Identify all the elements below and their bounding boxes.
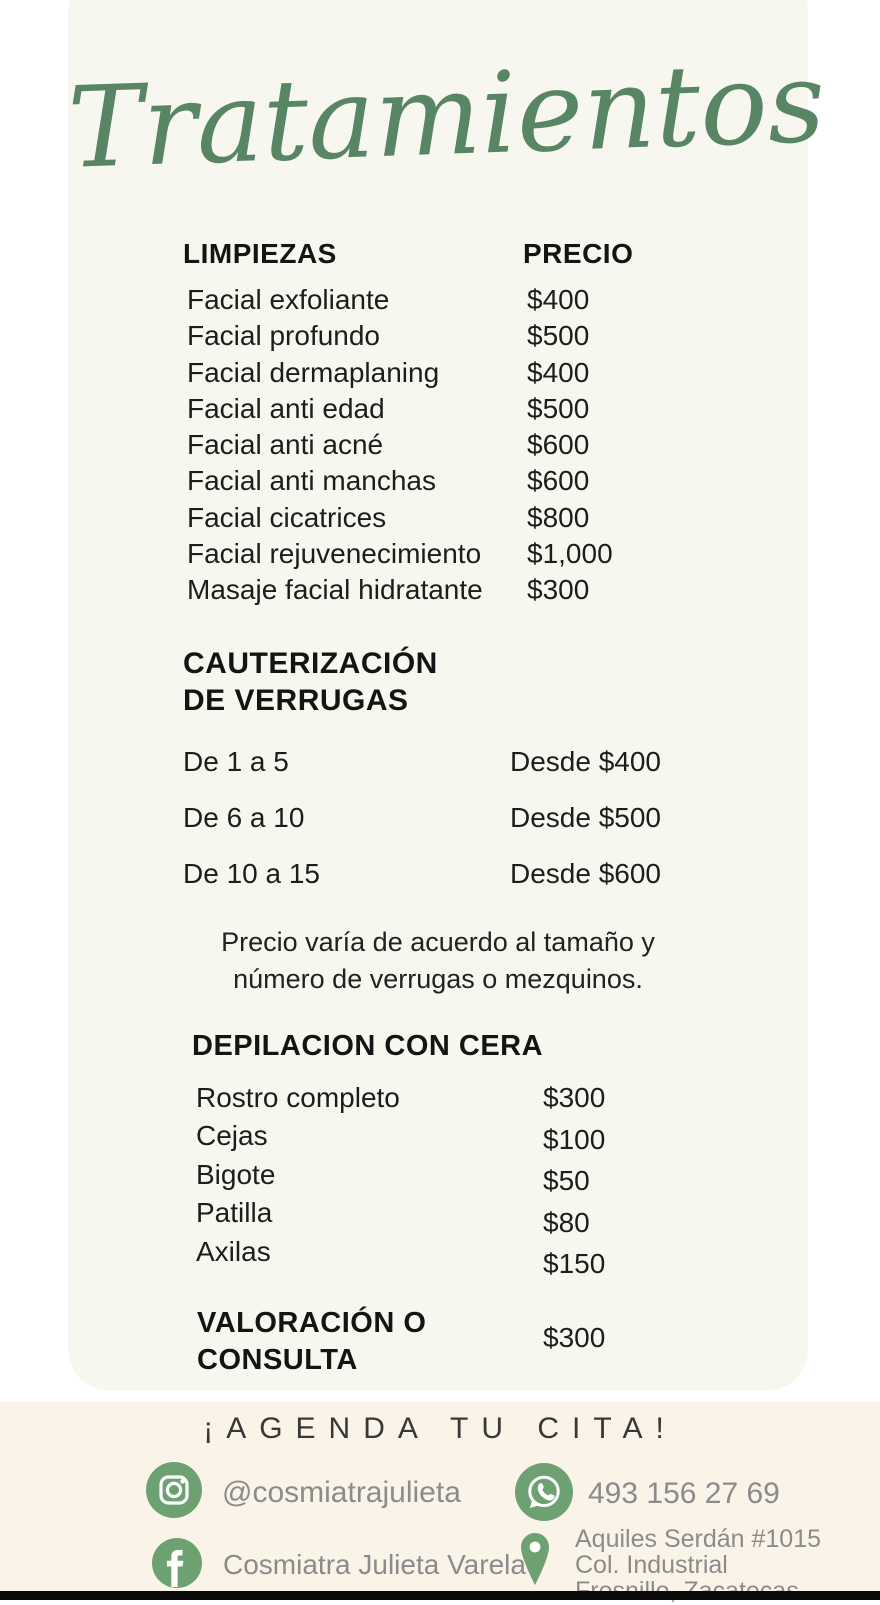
treatment-label: Facial cicatrices [187,501,387,533]
treatment-label: Facial exfoliante [187,284,390,315]
treatment-label: Facial anti acné [187,429,384,461]
limpiezas-list [187,284,787,611]
treatment-price: $300 [543,1082,606,1113]
treatment-price: $600 [527,429,590,461]
depilacion-header: DEPILACION CON CERA [192,1030,544,1062]
treatment-row [187,502,787,538]
address-line-1: Aquiles Serdán #1015 [575,1525,822,1553]
treatment-row [183,746,803,802]
treatment-price: $100 [543,1123,606,1155]
address-line-2: Col. Industrial [575,1551,728,1579]
treatment-row [187,429,787,465]
treatment-label: Facial anti manchas [187,465,437,497]
limpiezas-section-header: LIMPIEZAS [183,238,337,269]
cauterizacion-header [183,645,438,719]
cauterizacion-header-line2: DE VERRUGAS [183,684,409,717]
price-note [68,924,808,998]
limpiezas-header-row [183,238,803,270]
depilacion-labels [196,1082,400,1274]
treatment-price: $150 [543,1248,606,1279]
cauterizacion-header-line1: CAUTERIZACIÓN [183,647,438,680]
treatment-label: Bigote [196,1158,276,1190]
treatment-label: Axilas [196,1235,271,1267]
valoracion-header-line2: CONSULTA [197,1344,358,1376]
depilacion-prices [543,1082,605,1290]
treatment-label: Facial dermaplaning [187,356,440,388]
treatment-price: Desde $400 [510,746,662,777]
treatment-price: $400 [527,284,590,315]
treatment-label: De 6 a 10 [183,802,305,833]
treatment-label: Cejas [196,1120,268,1152]
treatment-label: De 10 a 15 [183,858,320,889]
price-note-line2: número de verrugas o mezquinos. [233,964,643,994]
facebook-name: Cosmiatra Julieta Varela [223,1549,526,1580]
treatment-price: $300 [527,574,590,606]
price-column-header: PRECIO [523,238,634,269]
treatment-label: Masaje facial hidratante [187,574,483,606]
treatment-price: $800 [527,501,590,533]
treatment-row [187,284,787,320]
treatment-row [183,802,803,858]
treatment-label: Facial anti edad [187,392,385,424]
treatment-price: $400 [527,356,590,388]
treatment-price: Desde $500 [510,802,662,833]
valoracion-price: $300 [543,1322,606,1353]
treatment-row [187,393,787,429]
treatment-price: $1,000 [527,538,613,570]
facebook-icon [152,1538,202,1593]
treatment-label: Facial profundo [187,320,381,352]
treatment-price: Desde $600 [510,858,662,889]
bottom-bar [0,1591,880,1600]
treatment-price: $500 [527,392,590,424]
treatment-price: $80 [543,1206,590,1238]
treatment-price: $500 [527,320,590,352]
treatment-row [187,538,787,574]
valoracion-header-line1: VALORACIÓN O [197,1307,427,1339]
treatment-label: Facial rejuvenecimiento [187,538,482,570]
treatment-price: $50 [543,1165,590,1196]
whatsapp-number: 493 156 27 69 [588,1477,780,1510]
treatment-row [187,465,787,501]
page-title: Tratamientos [65,37,828,194]
treatment-row [187,574,787,610]
valoracion-header [197,1305,426,1379]
instagram-handle: @cosmiatrajulieta [222,1476,461,1509]
treatment-label: De 1 a 5 [183,746,289,777]
treatment-row [187,320,787,356]
instagram-icon [146,1462,202,1523]
whatsapp-icon [515,1463,573,1526]
treatment-row [183,858,803,914]
treatment-row [187,357,787,393]
cauterizacion-list [183,746,803,914]
treatment-label: Rostro completo [196,1082,400,1113]
price-note-line1: Precio varía de acuerdo al tamaño y [221,927,655,957]
cta-text: ¡AGENDA TU CITA! [203,1412,677,1445]
treatment-price: $600 [527,465,590,497]
location-pin-icon [520,1532,550,1591]
treatment-label: Patilla [196,1197,273,1229]
